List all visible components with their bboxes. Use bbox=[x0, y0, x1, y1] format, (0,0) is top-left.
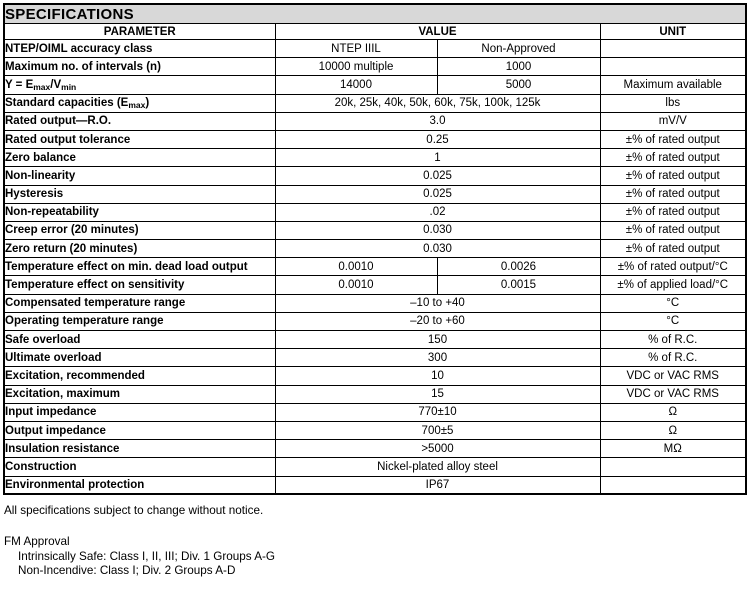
parameter-cell: NTEP/OIML accuracy class bbox=[4, 40, 275, 58]
unit-cell: ±% of rated output/°C bbox=[600, 258, 746, 276]
parameter-cell: Input impedance bbox=[4, 403, 275, 421]
table-row bbox=[4, 221, 746, 239]
table-row bbox=[4, 112, 746, 130]
value-cell: 150 bbox=[275, 331, 600, 349]
value-cell: 0.025 bbox=[275, 185, 600, 203]
table-row bbox=[4, 440, 746, 458]
header-row bbox=[4, 24, 746, 40]
parameter-cell: Excitation, recommended bbox=[4, 367, 275, 385]
value-cell: 5000 bbox=[437, 76, 600, 94]
unit-cell: Ω bbox=[600, 421, 746, 439]
unit-cell bbox=[600, 476, 746, 494]
value-cell: NTEP IIIL bbox=[275, 40, 437, 58]
table-row bbox=[4, 58, 746, 76]
table-row bbox=[4, 258, 746, 276]
unit-cell: lbs bbox=[600, 94, 746, 112]
parameter-cell: Operating temperature range bbox=[4, 312, 275, 330]
value-cell: –20 to +60 bbox=[275, 312, 600, 330]
parameter-cell: $Y = E_{max}/V_{min}$ bbox=[4, 76, 275, 94]
fm-approval-line: Intrinsically Safe: Class I, II, III; Div. 1 Groups A-G bbox=[18, 549, 275, 563]
parameter-cell: Creep error (20 minutes) bbox=[4, 221, 275, 239]
table-row bbox=[4, 76, 746, 94]
parameter-cell: Standard capacities $(E_{max})$ bbox=[4, 94, 275, 112]
parameter-cell: Compensated temperature range bbox=[4, 294, 275, 312]
value-cell: 1 bbox=[275, 149, 600, 167]
value-cell: 3.0 bbox=[275, 112, 600, 130]
unit-cell: % of R.C. bbox=[600, 331, 746, 349]
unit-cell: ±% of rated output bbox=[600, 149, 746, 167]
unit-cell: VDC or VAC RMS bbox=[600, 367, 746, 385]
column-header-value: VALUE bbox=[275, 24, 600, 40]
value-cell: 1000 bbox=[437, 58, 600, 76]
parameter-cell: Rated output tolerance bbox=[4, 130, 275, 148]
unit-cell: ±% of applied load/°C bbox=[600, 276, 746, 294]
table-body bbox=[4, 40, 746, 495]
specifications-table bbox=[3, 3, 747, 495]
table-row bbox=[4, 367, 746, 385]
parameter-cell: Temperature effect on sensitivity bbox=[4, 276, 275, 294]
parameter-cell: Temperature effect on min. dead load output bbox=[4, 258, 275, 276]
title-row bbox=[4, 4, 746, 24]
value-cell: –10 to +40 bbox=[275, 294, 600, 312]
unit-cell: VDC or VAC RMS bbox=[600, 385, 746, 403]
parameter-cell: Ultimate overload bbox=[4, 349, 275, 367]
parameter-cell: Maximum no. of intervals (n) bbox=[4, 58, 275, 76]
value-cell: 700±5 bbox=[275, 421, 600, 439]
unit-cell: ±% of rated output bbox=[600, 240, 746, 258]
unit-cell: % of R.C. bbox=[600, 349, 746, 367]
value-cell: 15 bbox=[275, 385, 600, 403]
table-row bbox=[4, 240, 746, 258]
parameter-cell: Rated output—R.O. bbox=[4, 112, 275, 130]
table-row bbox=[4, 312, 746, 330]
unit-cell bbox=[600, 40, 746, 58]
disclaimer-text: All specifications subject to change without notice. bbox=[4, 504, 264, 517]
table-row bbox=[4, 94, 746, 112]
table-row bbox=[4, 331, 746, 349]
unit-cell: mV/V bbox=[600, 112, 746, 130]
value-cell: 0.025 bbox=[275, 167, 600, 185]
table-row bbox=[4, 476, 746, 494]
unit-cell: °C bbox=[600, 294, 746, 312]
table-row bbox=[4, 385, 746, 403]
table-row bbox=[4, 185, 746, 203]
value-cell: Nickel-plated alloy steel bbox=[275, 458, 600, 476]
column-header-parameter: PARAMETER bbox=[4, 24, 275, 40]
parameter-cell: Environmental protection bbox=[4, 476, 275, 494]
value-cell: 10 bbox=[275, 367, 600, 385]
unit-cell: ±% of rated output bbox=[600, 221, 746, 239]
value-cell: 300 bbox=[275, 349, 600, 367]
unit-cell: Maximum available bbox=[600, 76, 746, 94]
parameter-cell: Non-linearity bbox=[4, 167, 275, 185]
value-cell: 0.030 bbox=[275, 240, 600, 258]
value-cell: >5000 bbox=[275, 440, 600, 458]
value-cell: 0.25 bbox=[275, 130, 600, 148]
unit-cell: ±% of rated output bbox=[600, 130, 746, 148]
table-row bbox=[4, 167, 746, 185]
value-cell: 0.030 bbox=[275, 221, 600, 239]
value-cell: 0.0010 bbox=[275, 276, 437, 294]
unit-cell: ±% of rated output bbox=[600, 167, 746, 185]
column-header-unit: UNIT bbox=[600, 24, 746, 40]
fm-approval-line: Non-Incendive: Class I; Div. 2 Groups A-D bbox=[18, 564, 236, 577]
fm-approval-block bbox=[4, 535, 275, 579]
value-cell: 0.0015 bbox=[437, 276, 600, 294]
unit-cell: °C bbox=[600, 312, 746, 330]
page-title: SPECIFICATIONS bbox=[4, 4, 746, 24]
table-row bbox=[4, 203, 746, 221]
table-row bbox=[4, 458, 746, 476]
unit-cell: Ω bbox=[600, 403, 746, 421]
unit-cell bbox=[600, 458, 746, 476]
parameter-cell: Construction bbox=[4, 458, 275, 476]
unit-cell bbox=[600, 58, 746, 76]
value-cell: 0.0010 bbox=[275, 258, 437, 276]
table-row bbox=[4, 149, 746, 167]
table-row bbox=[4, 349, 746, 367]
value-cell: 0.0026 bbox=[437, 258, 600, 276]
parameter-cell: Excitation, maximum bbox=[4, 385, 275, 403]
unit-cell: ±% of rated output bbox=[600, 185, 746, 203]
value-cell: Non-Approved bbox=[437, 40, 600, 58]
value-cell: 10000 multiple bbox=[275, 58, 437, 76]
value-cell: .02 bbox=[275, 203, 600, 221]
value-cell: IP67 bbox=[275, 476, 600, 494]
unit-cell: ±% of rated output bbox=[600, 203, 746, 221]
parameter-cell: Safe overload bbox=[4, 331, 275, 349]
parameter-cell: Zero balance bbox=[4, 149, 275, 167]
table-row bbox=[4, 403, 746, 421]
table-row bbox=[4, 130, 746, 148]
table-row bbox=[4, 294, 746, 312]
value-cell: 770±10 bbox=[275, 403, 600, 421]
fm-approval-title: FM Approval bbox=[4, 535, 70, 548]
value-cell: 14000 bbox=[275, 76, 437, 94]
unit-cell: MΩ bbox=[600, 440, 746, 458]
parameter-cell: Insulation resistance bbox=[4, 440, 275, 458]
table-row bbox=[4, 421, 746, 439]
parameter-cell: Output impedance bbox=[4, 421, 275, 439]
parameter-cell: Zero return (20 minutes) bbox=[4, 240, 275, 258]
parameter-cell: Hysteresis bbox=[4, 185, 275, 203]
table-row bbox=[4, 40, 746, 58]
parameter-cell: Non-repeatability bbox=[4, 203, 275, 221]
table-row bbox=[4, 276, 746, 294]
value-cell: 20k, 25k, 40k, 50k, 60k, 75k, 100k, 125k bbox=[275, 94, 600, 112]
